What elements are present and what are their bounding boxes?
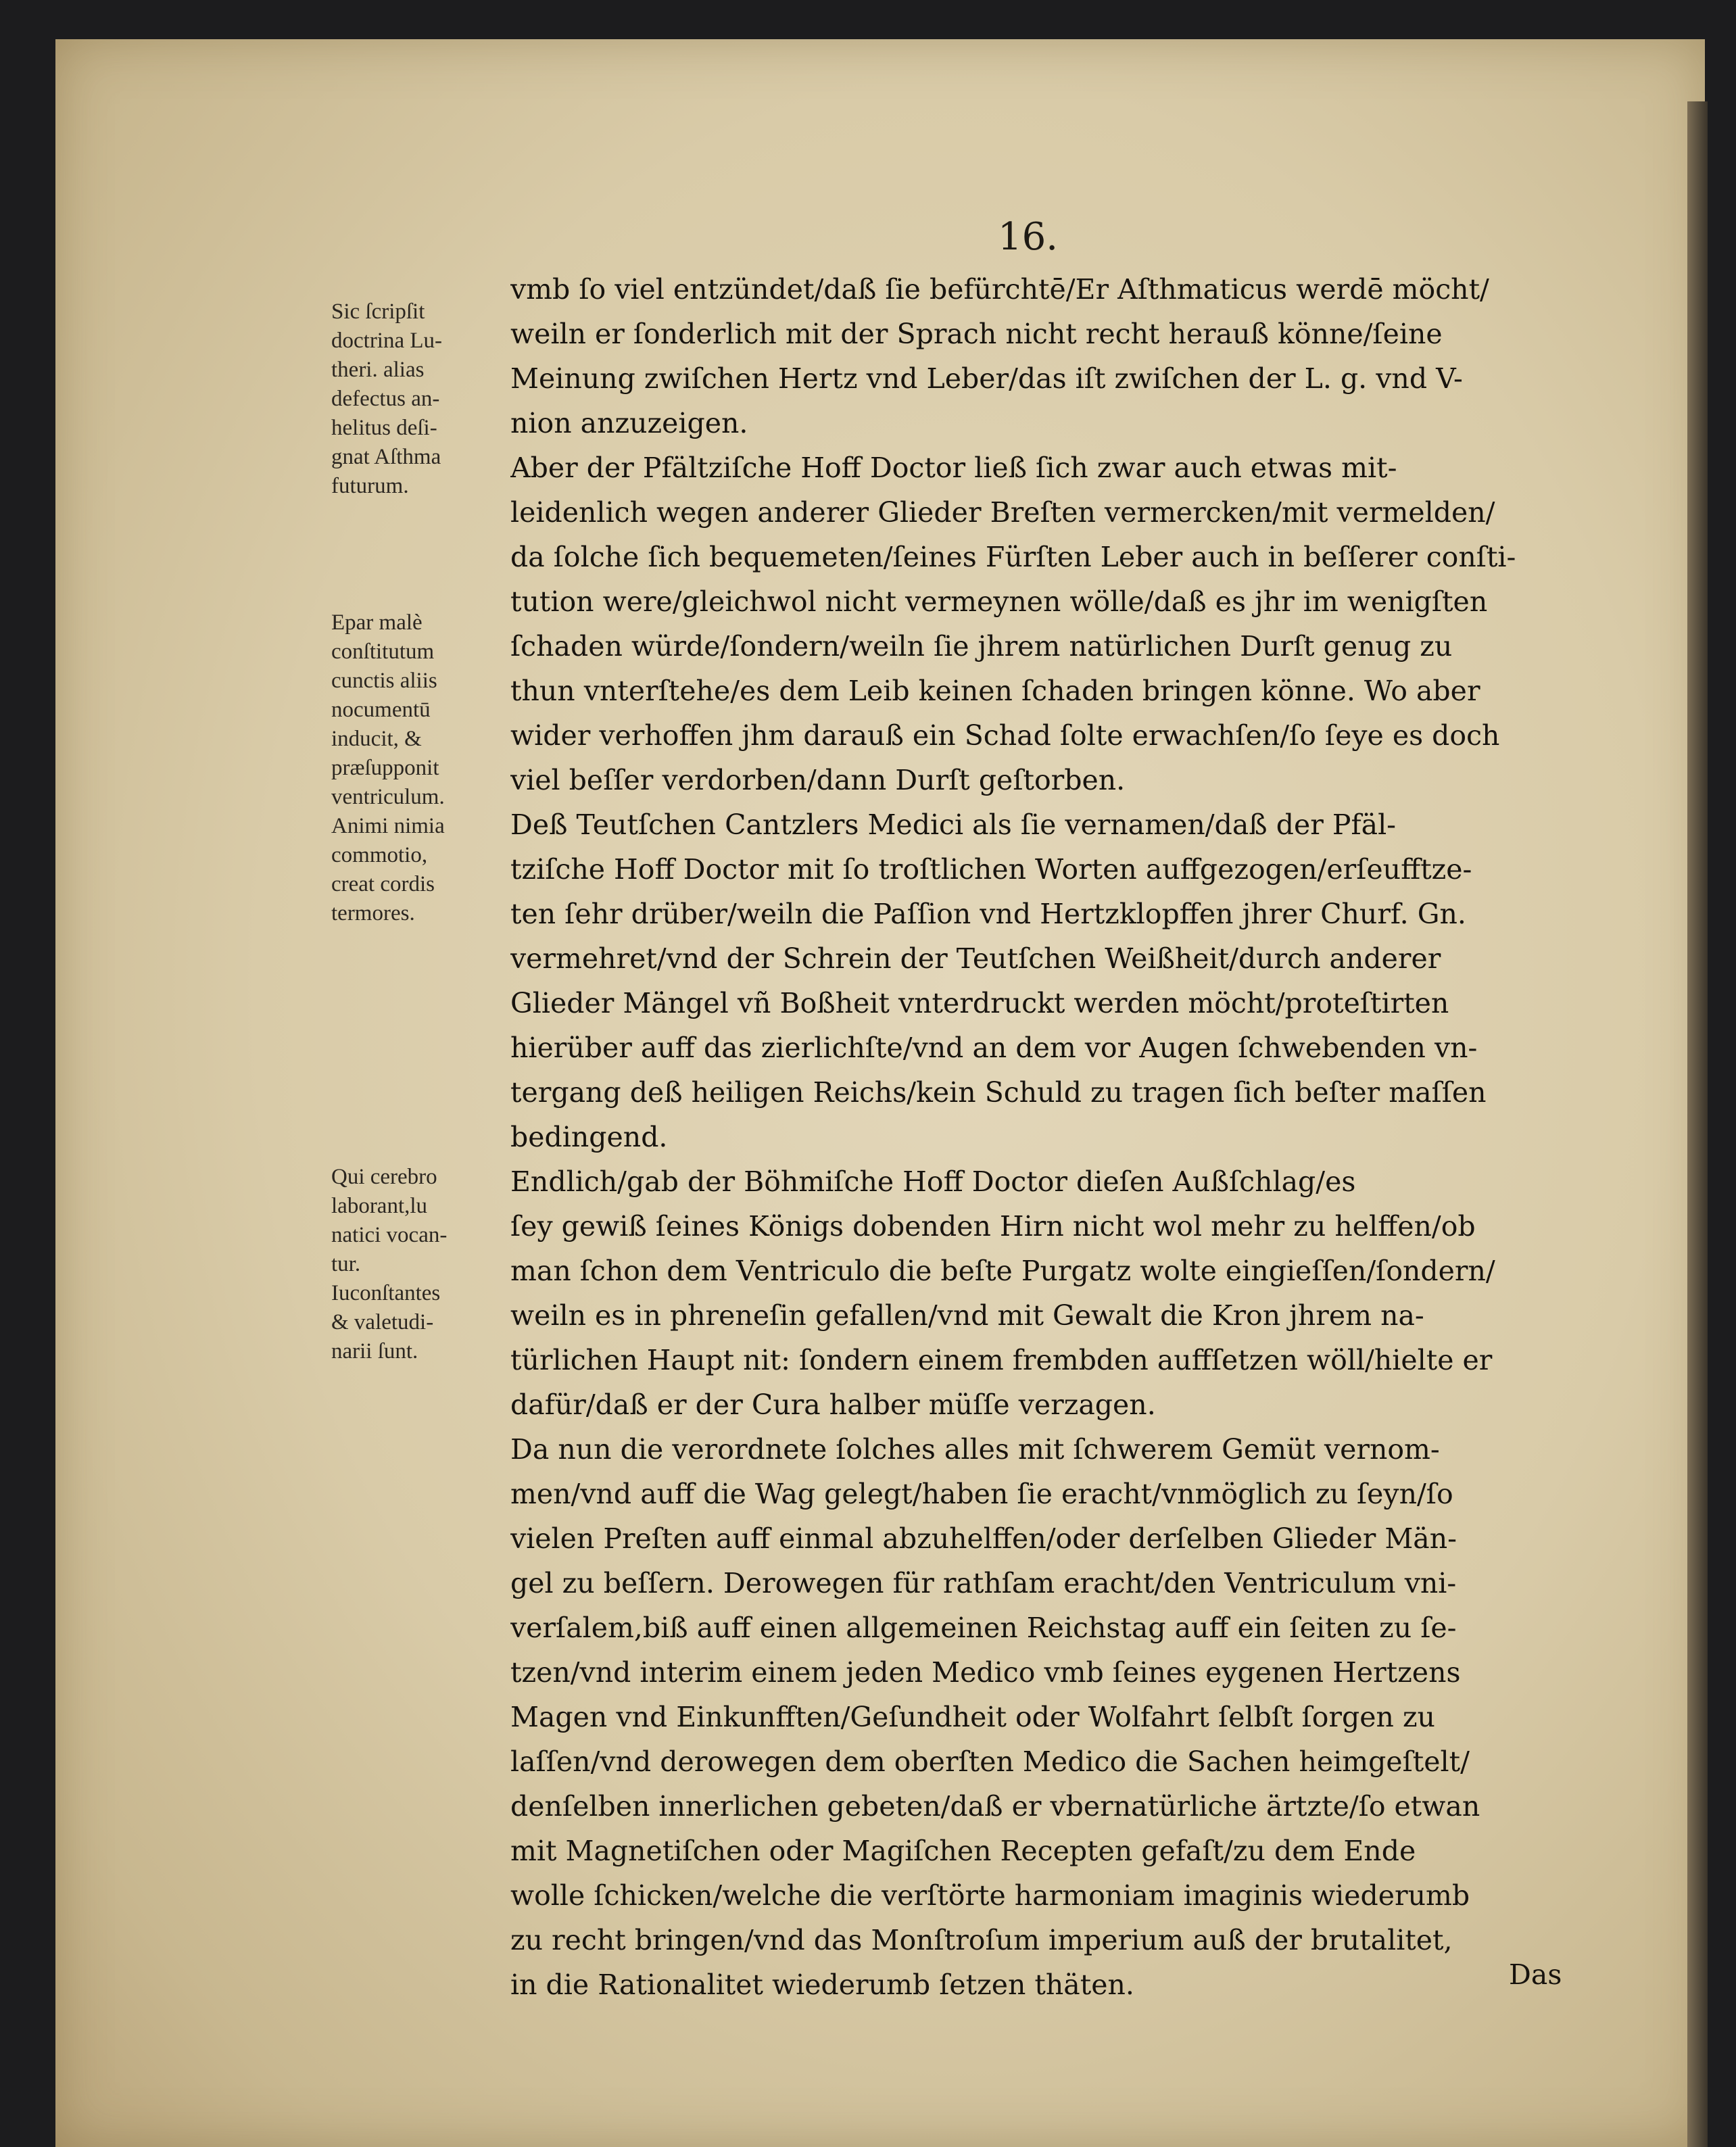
margin-note-line: Qui cerebro bbox=[331, 1165, 437, 1189]
text-line: man ſchon dem Ventriculo die beſte Purgatz wolte eingieſſen/ſondern/ bbox=[510, 1255, 1495, 1287]
margin-note-line: natici vocan- bbox=[331, 1223, 448, 1247]
margin-note-line: defectus an- bbox=[331, 387, 440, 411]
margin-note-line: ventriculum. bbox=[331, 785, 445, 809]
text-line: ſchaden würde/ſondern/weiln ſie jhrem natürlichen Durſt genug zu bbox=[510, 630, 1453, 662]
text-line: bedingend. bbox=[510, 1121, 668, 1153]
text-line: leidenlich wegen anderer Glieder Breſten vermercken/mit vermelden/ bbox=[510, 496, 1495, 529]
text-line: weiln es in phreneſin gefallen/vnd mit Gewalt die Kron jhrem na- bbox=[510, 1299, 1424, 1332]
margin-note-line: inducit, & bbox=[331, 727, 422, 751]
text-line: tergang deß heiligen Reichs/kein Schuld zu tragen ſich beſter maſſen bbox=[510, 1076, 1487, 1109]
text-line: zu recht bringen/vnd das Monſtroſum imperium auß der brutalitet, bbox=[510, 1924, 1453, 1956]
text-line: Glieder Mängel vñ Boßheit vnterdruckt werden möcht/proteſtirten bbox=[510, 987, 1449, 1019]
margin-note-line: helitus deſi- bbox=[331, 416, 437, 440]
margin-note-line: laborant,lu bbox=[331, 1194, 428, 1218]
margin-note-line: tur. bbox=[331, 1252, 361, 1276]
margin-note-line: præſupponit bbox=[331, 756, 439, 780]
margin-note-line: Animi nimia bbox=[331, 814, 445, 838]
text-line: tziſche Hoff Doctor mit ſo troſtlichen Worten auffgezogen/erſeufftze- bbox=[510, 853, 1472, 886]
margin-note bbox=[331, 297, 442, 501]
margin-note-line: & valetudi- bbox=[331, 1310, 434, 1334]
page-number: 16. bbox=[998, 215, 1059, 259]
text-line: hierüber auff das zierlichſte/vnd an dem vor Augen ſchwebenden vn- bbox=[510, 1032, 1478, 1064]
text-line: vermehret/vnd der Schrein der Teutſchen Weißheit/durch anderer bbox=[510, 942, 1441, 975]
text-line: weiln er ſonderlich mit der Sprach nicht recht herauß könne/ſeine bbox=[510, 318, 1443, 350]
margin-note-line: nocumentū bbox=[331, 698, 431, 722]
text-line: vmb ſo viel entzündet/daß ſie befürchtē/Er Aſthmaticus werdē möcht/ bbox=[510, 273, 1489, 306]
text-line: denſelben innerlichen gebeten/daß er vbernatürliche ärtzte/ſo etwan bbox=[510, 1790, 1480, 1823]
text-line: verſalem,biß auff einen allgemeinen Reichstag auff ein ſeiten zu ſe- bbox=[510, 1612, 1457, 1644]
page-edge bbox=[1687, 101, 1708, 2147]
margin-note bbox=[331, 1163, 447, 1366]
text-line: vielen Preſten auff einmal abzuhelffen/oder derſelben Glieder Män- bbox=[510, 1522, 1457, 1555]
text-line: tzen/vnd interim einem jeden Medico vmb ſeines eygenen Hertzens bbox=[510, 1656, 1461, 1689]
text-line: Aber der Pfältziſche Hoff Doctor ließ ſich zwar auch etwas mit- bbox=[510, 452, 1397, 484]
margin-note-line: Epar malè bbox=[331, 610, 423, 635]
margin-note-line: conſtitutum bbox=[331, 640, 435, 664]
text-line: Magen vnd Einkunfften/Geſundheit oder Wolfahrt ſelbſt ſorgen zu bbox=[510, 1701, 1435, 1733]
margin-note-line: creat cordis bbox=[331, 872, 435, 896]
text-line: dafür/daß er der Cura halber müſſe verzagen. bbox=[510, 1389, 1156, 1421]
text-line: Endlich/gab der Böhmiſche Hoff Doctor dieſen Außſchlag/es bbox=[510, 1165, 1356, 1198]
margin-note-line: Iuconſtantes bbox=[331, 1281, 441, 1305]
text-line: wolle ſchicken/welche die verſtörte harmoniam imaginis wiederumb bbox=[510, 1879, 1470, 1912]
text-line: ſey gewiß ſeines Königs dobenden Hirn nicht wol mehr zu helffen/ob bbox=[510, 1210, 1476, 1243]
catchword: Das bbox=[1509, 1958, 1562, 1991]
text-line: viel beſſer verdorben/dann Durſt geſtorben. bbox=[510, 764, 1126, 796]
text-line: thun vnterſtehe/es dem Leib keinen ſchaden bringen könne. Wo aber bbox=[510, 675, 1480, 707]
text-line: türlichen Haupt nit: ſondern einem frembden auffſetzen wöll/hielte er bbox=[510, 1344, 1493, 1376]
text-line: mit Magnetiſchen oder Magiſchen Recepten gefaſt/zu dem Ende bbox=[510, 1835, 1416, 1867]
margin-note-line: termores. bbox=[331, 901, 415, 925]
text-line: laſſen/vnd derowegen dem oberſten Medico die Sachen heimgeſtelt/ bbox=[510, 1745, 1470, 1778]
margin-note-line: commotio, bbox=[331, 843, 428, 867]
margin-note-line: theri. alias bbox=[331, 358, 425, 382]
margin-note bbox=[331, 608, 445, 928]
text-line: men/vnd auff die Wag gelegt/haben ſie eracht/vnmöglich zu ſeyn/ſo bbox=[510, 1478, 1453, 1510]
margin-note-line: gnat Aſthma bbox=[331, 445, 441, 469]
text-line: in die Rationalitet wiederumb ſetzen thäten. bbox=[510, 1969, 1134, 2001]
text-line: tution were/gleichwol nicht vermeynen wölle/daß es jhr im wenigſten bbox=[510, 585, 1488, 618]
text-line: da ſolche ſich bequemeten/ſeines Fürſten Leber auch in beſſerer conſti- bbox=[510, 541, 1516, 573]
margin-note-line: futurum. bbox=[331, 474, 409, 498]
text-line: Deß Teutſchen Cantzlers Medici als ſie vernamen/daß der Pfäl- bbox=[510, 809, 1397, 841]
text-line: wider verhoffen jhm darauß ein Schad ſolte erwachſen/ſo ſeye es doch bbox=[510, 719, 1500, 752]
text-line: ten ſehr drüber/weiln die Paſſion vnd Hertzklopffen jhrer Churf. Gn. bbox=[510, 898, 1466, 930]
margin-note-line: narii ſunt. bbox=[331, 1339, 418, 1364]
text-line: gel zu beſſern. Derowegen für rathſam eracht/den Ventriculum vni- bbox=[510, 1567, 1457, 1599]
margin-note-line: cunctis aliis bbox=[331, 669, 437, 693]
margin-note-line: Sic ſcripſit bbox=[331, 299, 425, 324]
text-line: nion anzuzeigen. bbox=[510, 407, 748, 439]
text-line: Meinung zwiſchen Hertz vnd Leber/das iſt zwiſchen der L. g. vnd V- bbox=[510, 362, 1463, 395]
margin-note-line: doctrina Lu- bbox=[331, 329, 443, 353]
body-text bbox=[510, 267, 1592, 2007]
text-line: Da nun die verordnete ſolches alles mit ſchwerem Gemüt vernom- bbox=[510, 1433, 1440, 1466]
